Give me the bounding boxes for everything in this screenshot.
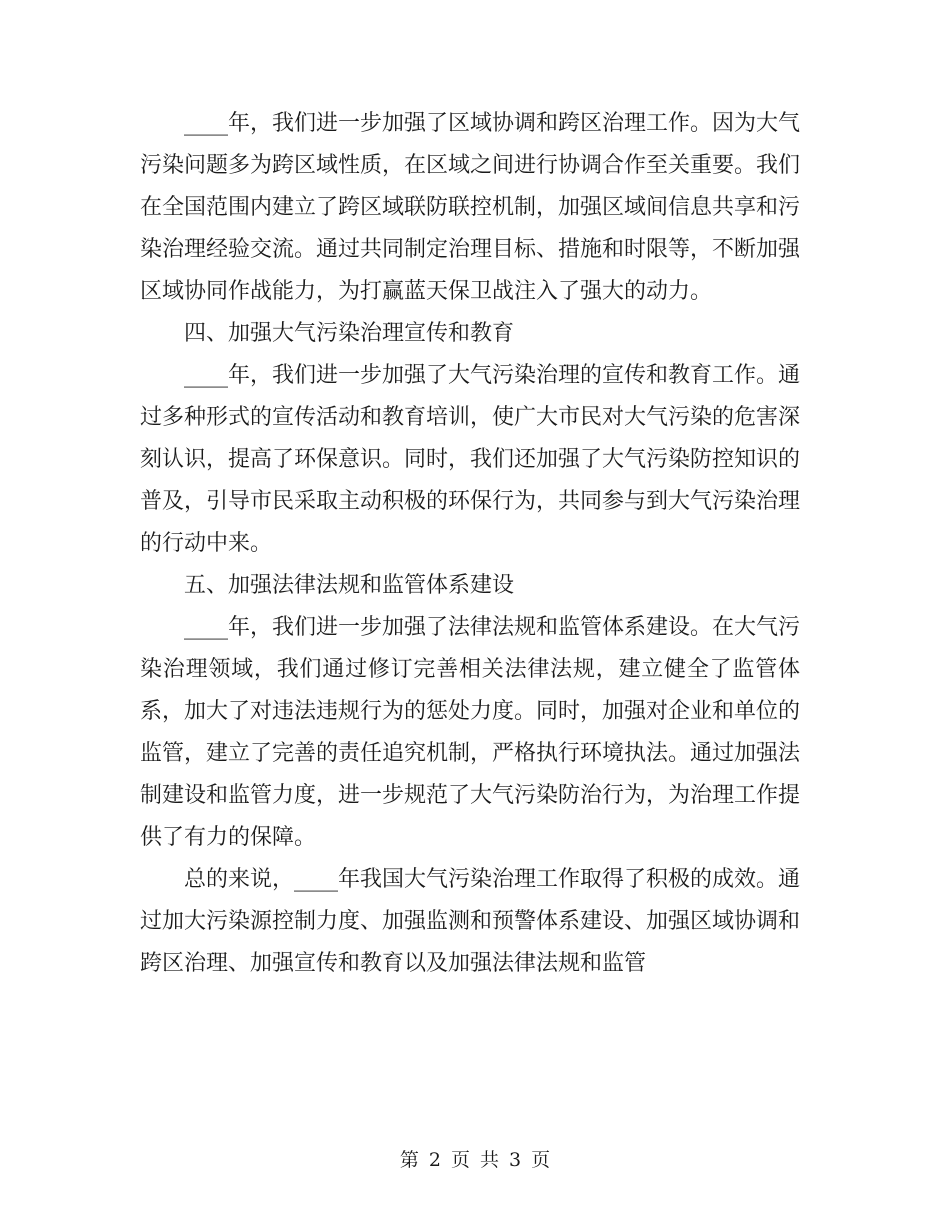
- section-heading-laws-supervision: 五、加强法律法规和监管体系建设: [184, 573, 515, 598]
- paragraph-publicity-education: ____年，我们进一步加强了大气污染治理的宣传和教育工作。通过多种形式的宣传活动和教育培训，使广大市民对大气污染的危害深刻认识，提高了环保意识。同时，我们还加强了大气污染防控知识的普及，引导市民采取主动积极的环保行为，共同参与到大气污染治理的行动中来。: [140, 363, 801, 556]
- paragraph-regional-coordination: ____年，我们进一步加强了区域协调和跨区治理工作。因为大气污染问题多为跨区域性质，在区域之间进行协调合作至关重要。我们在全国范围内建立了跨区域联防联控机制，加强区域间信息共享和污染治理经验交流。通过共同制定治理目标、措施和时限等，不断加强区域协同作战能力，为打赢蓝天保卫战注入了强大的动力。: [140, 111, 801, 304]
- paragraph-laws-supervision: ____年，我们进一步加强了法律法规和监管体系建设。在大气污染治理领域，我们通过修订完善相关法律法规，建立健全了监管体系，加大了对违法违规行为的惩处力度。同时，加强对企业和单位的监管，建立了完善的责任追究机制，严格执行环境执法。通过加强法制建设和监管力度，进一步规范了大气污染防治行为，为治理工作提供了有力的保障。: [140, 615, 801, 850]
- page-number-footer: 第 2 页 共 3 页: [399, 1149, 551, 1171]
- document-body: [140, 103, 800, 985]
- section-heading-publicity-education: 四、加强大气污染治理宣传和教育: [184, 321, 515, 346]
- paragraph-summary: 总的来说，____年我国大气污染治理工作取得了积极的成效。通过加大污染源控制力度、加强监测和预警体系建设、加强区域协调和跨区治理、加强宣传和教育以及加强法律法规和监管: [140, 867, 801, 976]
